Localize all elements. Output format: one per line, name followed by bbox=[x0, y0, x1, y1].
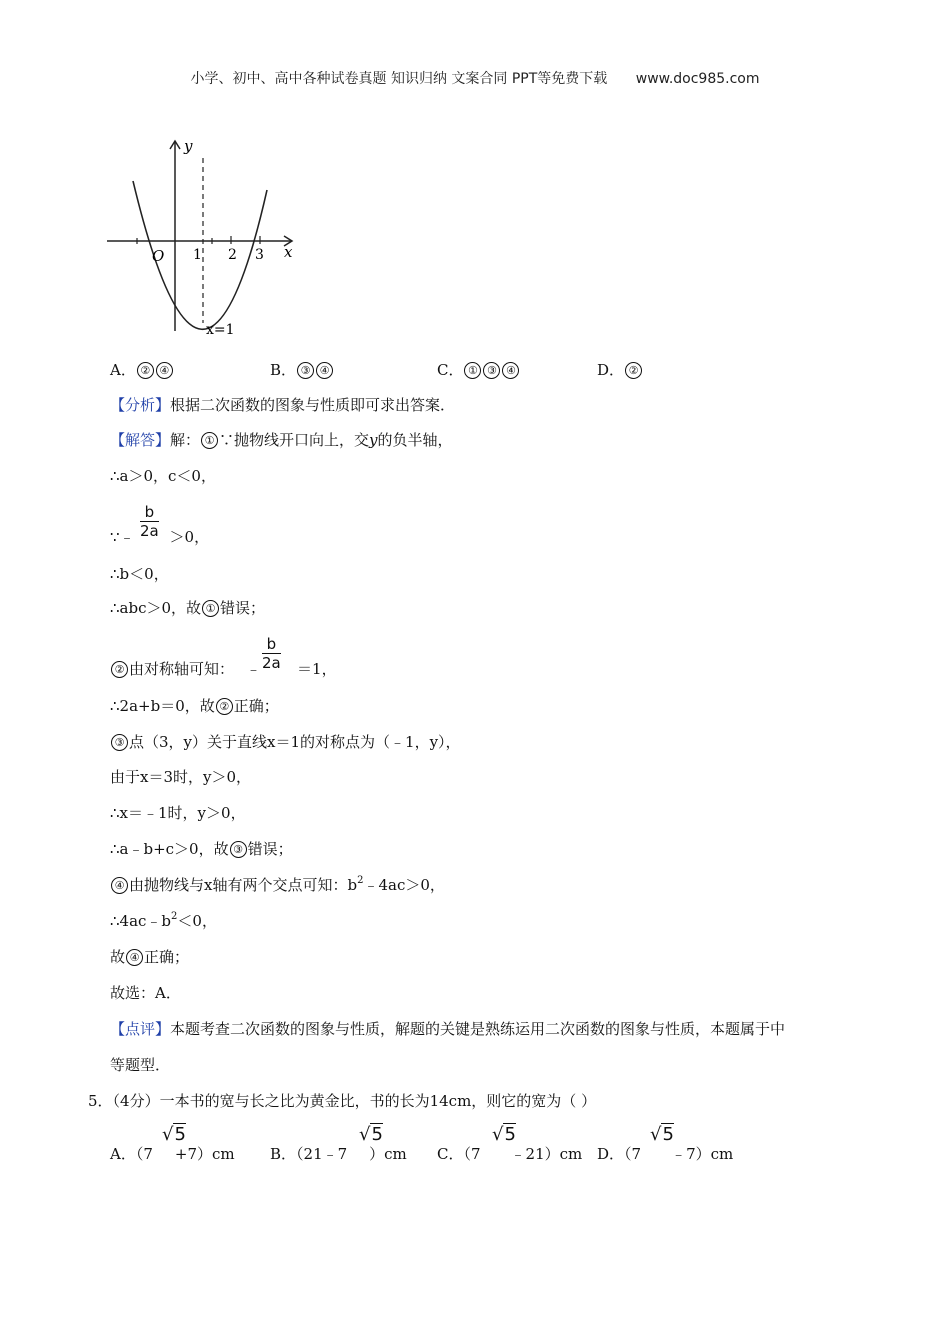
solution-line-13: $\therefore 4ac﹣b^2<0$， bbox=[110, 911, 217, 930]
origin-label: O bbox=[152, 247, 165, 265]
sqrt-5-d: √5 bbox=[650, 1124, 674, 1145]
page-header bbox=[0, 68, 950, 88]
solution-line-3: ∵﹣ ＞0， bbox=[110, 528, 210, 546]
sqrt-5-c: √5 bbox=[492, 1124, 516, 1145]
x-axis-label: x bbox=[284, 243, 293, 261]
option-a[interactable]: A． ② ④ bbox=[110, 360, 174, 380]
option-c[interactable]: C． ① ③ ④ bbox=[437, 360, 520, 380]
tick-label-3: 3 bbox=[255, 247, 264, 263]
parabola-graph bbox=[100, 133, 300, 343]
header-site[interactable]: www.doc985.com bbox=[635, 71, 760, 87]
solution-line-15: 故选：A． bbox=[110, 984, 181, 1002]
solution-line-1: 【解答】解： ① ∵抛物线开口向上，交y的负半轴， bbox=[110, 431, 453, 449]
q5-option-b[interactable]: B．（21﹣7 ）cm bbox=[270, 1145, 407, 1163]
q5-option-a[interactable]: A．（7 +7）cm bbox=[110, 1145, 235, 1163]
q5-stem: 5．（4分）一本书的宽与长之比为黄金比，书的长为14cm，则它的宽为（ ） bbox=[88, 1092, 597, 1110]
review-tag: 【点评】 bbox=[110, 1020, 171, 1038]
q5-option-d[interactable]: D．（7 ﹣7）cm bbox=[597, 1145, 734, 1163]
fraction-b-over-2a: $\frac{b}{2a}$ bbox=[140, 503, 159, 540]
solution-line-12: ④ 由抛物线与x轴有两个交点可知：$b^2﹣4ac>0$， bbox=[110, 875, 445, 895]
review-line-1: 【点评】本题考查二次函数的图象与性质，解题的关键是熟练运用二次函数的图象与性质，本题属于中 bbox=[110, 1020, 786, 1038]
solution-line-11: ∴a﹣b+c＞0，故 ③ 错误； bbox=[110, 840, 293, 858]
option-b[interactable]: B． ③ ④ bbox=[270, 360, 334, 380]
solution-tag: 【解答】 bbox=[110, 431, 171, 449]
header-text: 小学、初中、高中各种试卷真题 知识归纳 文案合同 PPT等免费下载 bbox=[190, 71, 608, 87]
review-line-2: 等题型． bbox=[110, 1056, 171, 1074]
solution-line-10: ∴x＝﹣1时，y＞0， bbox=[110, 804, 246, 822]
solution-line-9: 由于x＝3时，y＞0， bbox=[110, 768, 252, 786]
analysis-line: 【分析】根据二次函数的图象与性质即可求出答案． bbox=[110, 396, 456, 414]
analysis-tag: 【分析】 bbox=[110, 396, 171, 414]
solution-line-6: ② 由对称轴可知： ﹣ ＝1， bbox=[110, 659, 337, 679]
solution-line-7: ∴2a+b＝0，故 ② 正确； bbox=[110, 697, 279, 715]
solution-line-8: ③ 点（3，y）关于直线x＝1的对称点为（﹣1，y）， bbox=[110, 732, 461, 752]
option-d[interactable]: D． ② bbox=[597, 360, 643, 380]
sqrt-5-a: √5 bbox=[162, 1124, 186, 1145]
sqrt-5-b: √5 bbox=[359, 1124, 383, 1145]
q5-option-c[interactable]: C．（7 ﹣21）cm bbox=[437, 1145, 583, 1163]
fraction-b-over-2a-second: $\frac{b}{2a}$ bbox=[262, 635, 281, 672]
solution-line-4: ∴b＜0， bbox=[110, 565, 169, 583]
solution-line-5: ∴abc＞0，故 ① 错误； bbox=[110, 599, 266, 617]
tick-label-2: 2 bbox=[228, 247, 237, 263]
solution-line-14: 故 ④ 正确； bbox=[110, 948, 190, 966]
y-axis-label: y bbox=[184, 137, 193, 155]
tick-label-1: 1 bbox=[193, 247, 202, 263]
solution-line-2: ∴a＞0，c＜0， bbox=[110, 467, 216, 485]
symmetry-axis-label: x=1 bbox=[206, 322, 235, 338]
